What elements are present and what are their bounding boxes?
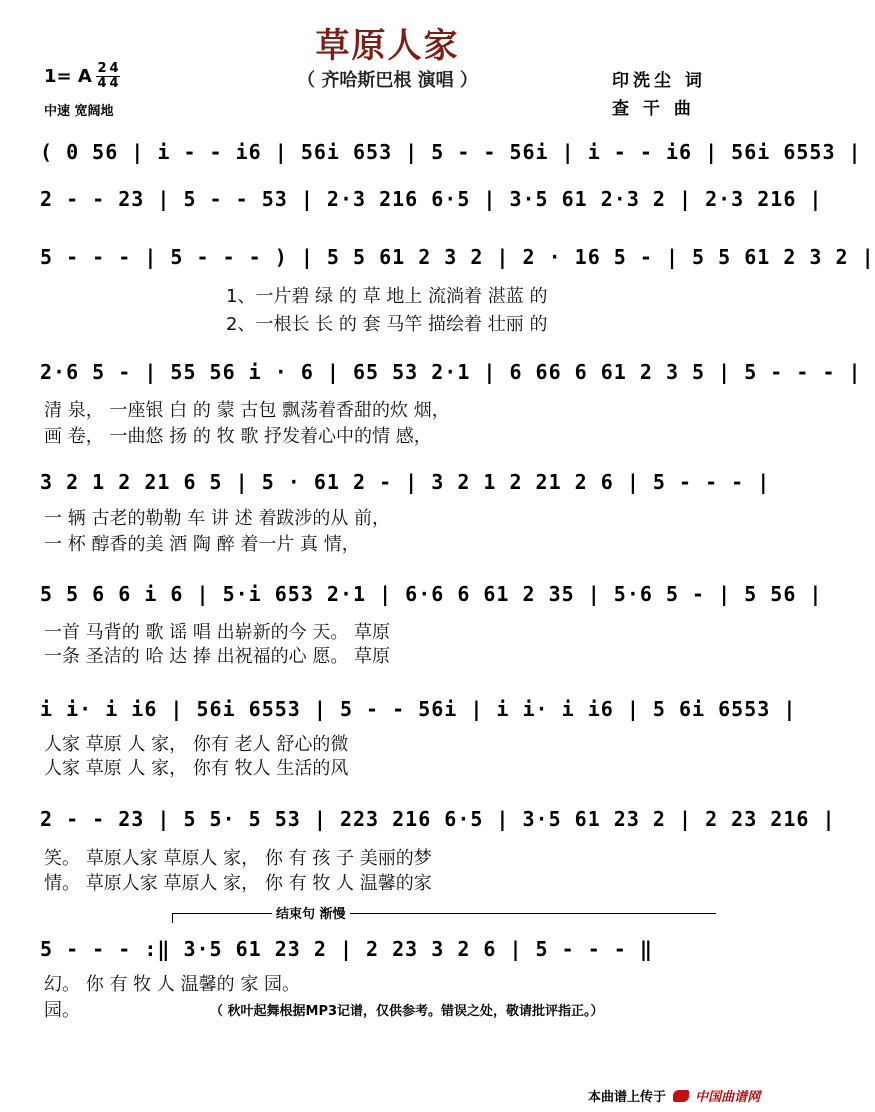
- notation-line-8: 2 - - 23 | 5 5· 5 53 | 223 216 6·5 | 3·5 61 23 2 | 2 23 216 |: [40, 807, 836, 831]
- page-title: 草原人家: [315, 26, 460, 66]
- notation-line-6: 5 5 6 6 i 6 | 5·i 653 2·1 | 6·6 6 61 2 35 | 5·6 5 - | 5 56 |: [40, 582, 823, 606]
- lyric-line-7-2: 人家 草原 人 家， 你有 牧人 生活的风: [44, 758, 349, 779]
- lyric-line-3-1: 1、一片碧 绿 的 草 地上 流淌着 湛蓝 的: [226, 286, 548, 307]
- lyric-line-7-1: 人家 草原 人 家， 你有 老人 舒心的微: [44, 734, 349, 755]
- footer-site-link[interactable]: 中国曲谱网: [695, 1090, 761, 1105]
- ending-label: 结束句 渐慢: [272, 903, 350, 922]
- lyric-line-4-1: 清 泉， 一座银 白 的 蒙 古包 飘荡着香甜的炊 烟，: [44, 400, 450, 421]
- footer-credit: [588, 1086, 760, 1105]
- lyric-line-3-2: 2、一根长 长 的 套 马竿 描绘着 壮丽 的: [226, 314, 548, 335]
- notation-line-4: 2·6 5 - | 55 56 i · 6 | 65 53 2·1 | 6 66 6 61 2 3 5 | 5 - - - |: [40, 360, 862, 384]
- ending-bracket-line: [172, 913, 716, 914]
- meter-bottom-2: 4: [109, 76, 119, 91]
- lyric-line-5-2: 一 杯 醇香的美 酒 陶 醉 着一片 真 情，: [44, 534, 360, 555]
- key-signature: 1= A: [44, 66, 92, 87]
- time-signature: [96, 62, 120, 91]
- lyric-line-6-2: 一条 圣洁的 哈 达 捧 出祝福的心 愿。 草原: [44, 646, 391, 667]
- lyric-line-9-2: 园。: [44, 1000, 80, 1021]
- notation-line-9: 5 - - - :‖ 3·5 61 23 2 | 2 23 3 2 6 | 5 - - - ‖: [40, 937, 653, 961]
- meter-top-1: 2: [97, 61, 107, 76]
- footer-prefix: 本曲谱上传于: [588, 1090, 667, 1105]
- tempo-marking: 中速 宽阔地: [44, 104, 114, 119]
- meter-top-2: 4: [109, 61, 119, 76]
- lyric-line-6-1: 一首 马背的 歌 谣 唱 出崭新的今 天。 草原: [44, 622, 391, 643]
- composer-credit: 查 干 曲: [612, 99, 695, 119]
- lyricist-credit: 印洗尘 词: [612, 71, 706, 91]
- notation-line-5: 3 2 1 2 21 6 5 | 5 · 61 2 - | 3 2 1 2 21 2 6 | 5 - - - |: [40, 470, 771, 494]
- ending-bracket-tick: [172, 913, 173, 923]
- notation-line-7: i i· i i6 | 56i 6553 | 5 - - 56i | i i· i i6 | 5 6i 6553 |: [40, 697, 797, 721]
- site-logo-icon: [673, 1090, 689, 1102]
- singer-credit: （ 齐哈斯巴根 演唱 ）: [297, 70, 478, 91]
- notation-line-1: ( 0 56 | i - - i6 | 56i 653 | 5 - - 56i | i - - i6 | 56i 6553 |: [40, 140, 862, 164]
- lyric-line-4-2: 画 卷， 一曲悠 扬 的 牧 歌 抒发着心中的情 感，: [44, 426, 432, 447]
- lyric-line-9-1: 幻。 你 有 牧 人 温馨的 家 园。: [44, 974, 301, 995]
- lyric-line-8-2: 情。 草原人家 草原人 家， 你 有 牧 人 温馨的家: [44, 873, 432, 894]
- lyric-line-5-1: 一 辆 古老的勒勒 车 讲 述 着跋涉的从 前，: [44, 508, 391, 529]
- lyric-line-8-1: 笑。 草原人家 草原人 家， 你 有 孩 子 美丽的梦: [44, 848, 432, 869]
- transcription-note: （ 秋叶起舞根据MP3记谱，仅供参考。错误之处，敬请批评指正。）: [210, 1004, 604, 1019]
- notation-line-3: 5 - - - | 5 - - - ) | 5 5 61 2 3 2 | 2 · 16 5 - | 5 5 61 2 3 2 |: [40, 245, 875, 269]
- meter-bottom-1: 4: [97, 76, 107, 91]
- notation-line-2: 2 - - 23 | 5 - - 53 | 2·3 216 6·5 | 3·5 61 2·3 2 | 2·3 216 |: [40, 187, 823, 211]
